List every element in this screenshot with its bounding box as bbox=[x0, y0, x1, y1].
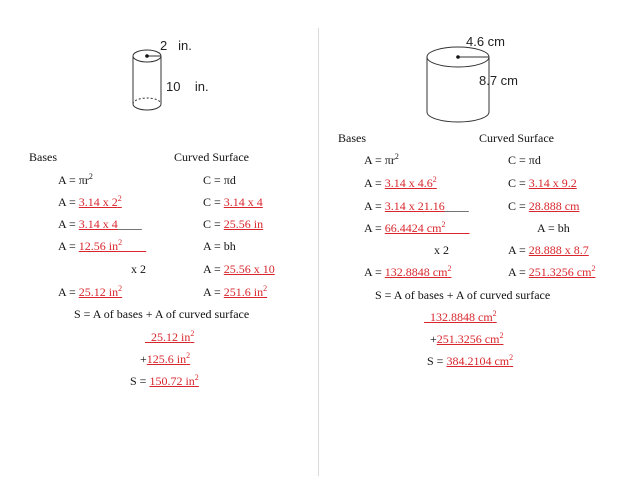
left-sum-row: +125.6 $in^2$ bbox=[140, 351, 191, 366]
right-curved-row: A = 28.888 x 8.7 bbox=[508, 243, 589, 257]
right-cylinder-center-dot bbox=[456, 55, 460, 59]
right-surface-formula: S = A of bases + A of curved surface bbox=[375, 288, 551, 302]
right-height-label: 8.7 cm bbox=[479, 73, 519, 88]
left-cylinder-bottom-hidden bbox=[133, 98, 161, 104]
left-curved-heading: Curved Surface bbox=[174, 150, 249, 164]
left-bases-row: A = 25.12 $in^2$ bbox=[58, 284, 123, 299]
right-curved-heading: Curved Surface bbox=[479, 131, 554, 145]
left-bases-row: A = 3.14 x 4____ bbox=[58, 217, 142, 231]
left-bases-row: A = 3.14 x $2^2$ bbox=[58, 194, 122, 209]
left-curved-row: C = 25.56 in bbox=[203, 217, 264, 231]
left-bases-row: x 2 bbox=[131, 262, 146, 276]
left-cylinder-bottom bbox=[133, 104, 161, 110]
left-curved-row: C = 3.14 x 4 bbox=[203, 195, 263, 209]
left-curved-row: C = πd bbox=[203, 173, 236, 187]
page-divider bbox=[318, 28, 319, 476]
right-bases-heading: Bases bbox=[338, 131, 366, 145]
right-bases-row: x 2 bbox=[434, 243, 449, 257]
left-curved-row: A = 25.56 x 10 bbox=[203, 262, 275, 276]
right-bases-row: A = 3.14 x $4.6^2$ bbox=[364, 175, 437, 190]
right-curved-row: C = 28.888 cm bbox=[508, 199, 580, 213]
right-bases-row: A = 132.8848 $cm^2$ bbox=[364, 264, 452, 279]
left-bases-row: A = 12.56 $in^2\_\_\_\_$ bbox=[58, 238, 147, 253]
right-sum-row: S = 384.2104 $cm^2$ bbox=[427, 353, 514, 368]
right-bases-row: A = 66.4424 $cm^2\_\_\_\_$ bbox=[364, 220, 470, 235]
left-radius-label: 2 in. bbox=[160, 38, 192, 53]
left-curved-row: A = bh bbox=[203, 239, 236, 253]
right-curved-row: C = πd bbox=[508, 153, 541, 167]
right-sum-row: 132.8848 $cm^2$ bbox=[430, 309, 497, 324]
left-height-label: 10 in. bbox=[166, 79, 209, 94]
right-curved-row: A = 251.3256 $cm^2$ bbox=[508, 264, 596, 279]
right-cylinder-bottom bbox=[427, 112, 489, 122]
right-radius-label: 4.6 cm bbox=[466, 34, 506, 49]
left-sum-row: S = 150.72 $in^2$ bbox=[130, 373, 199, 388]
right-bases-row: $A = \pi r^2$ bbox=[364, 152, 399, 167]
left-cylinder-center-dot bbox=[145, 54, 149, 58]
right-curved-row: C = 3.14 x 9.2 bbox=[508, 176, 577, 190]
right-curved-row: A = bh bbox=[537, 221, 570, 235]
right-bases-row: A = 3.14 x 21.16____ bbox=[364, 199, 469, 213]
left-bases-heading: Bases bbox=[29, 150, 57, 164]
right-sum-row: +251.3256 $cm^2$ bbox=[430, 331, 504, 346]
left-surface-formula: S = A of bases + A of curved surface bbox=[74, 307, 250, 321]
left-sum-row: 25.12 $in^2$ bbox=[151, 329, 195, 344]
left-bases-row: $A = \pi r^2$ bbox=[58, 172, 93, 187]
left-curved-row: A = 251.6 $in^2$ bbox=[203, 284, 268, 299]
